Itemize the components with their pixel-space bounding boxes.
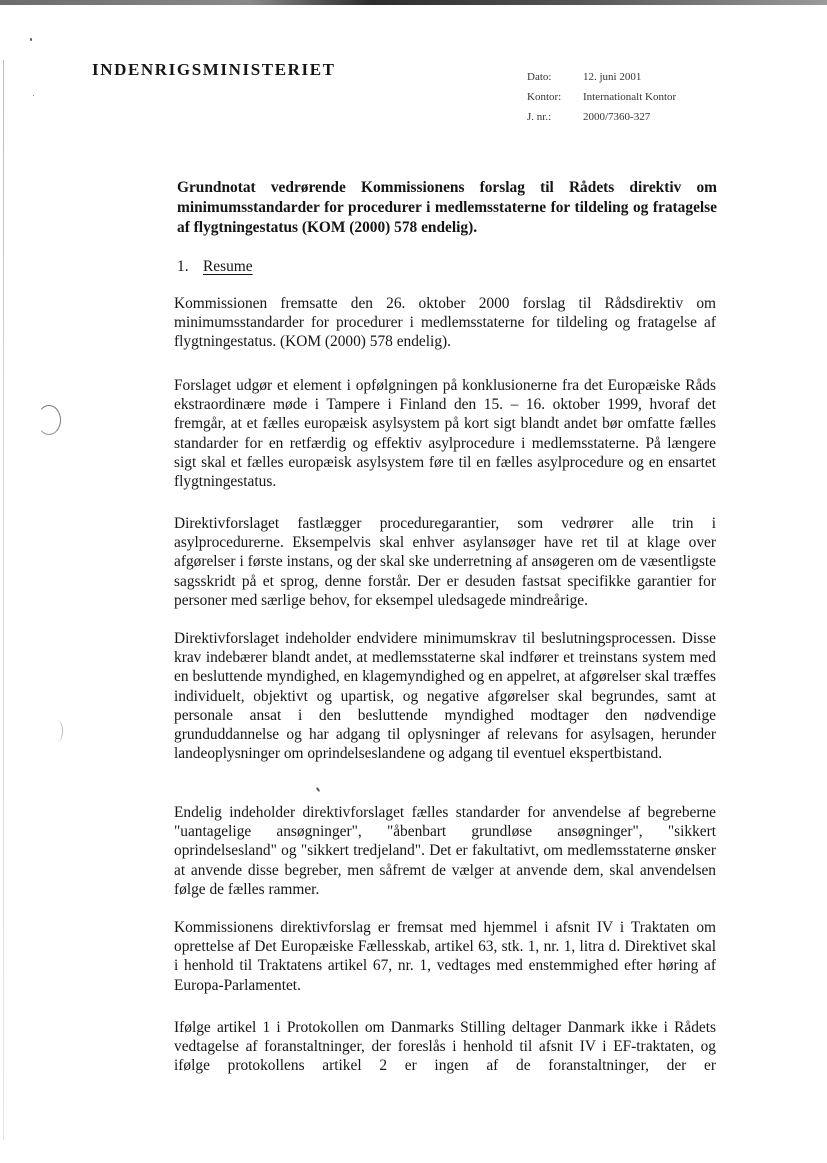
section-heading xyxy=(177,257,253,277)
document-title: Grundnotat vedrørende Kommissionens forslag til Rådets direktiv om minimumsstandarder for procedurer i medlemsstaterne for tildeling og fratagelse af flygtningestatus (KOM (2000) 578 endelig). xyxy=(177,179,717,236)
scan-speck xyxy=(30,38,32,41)
ministry-name: INDENRIGSMINISTERIET xyxy=(92,60,336,79)
body-paragraph: Kommissionen fremsatte den 26. oktober 2000 forslag til Rådsdirektiv om minimumsstandarder for procedurer i medlemsstaterne for tildeling og fratagelse af flygtningestatus. (KOM (2000) 578 endelig). xyxy=(174,295,716,351)
body-paragraph: Direktivforslaget fastlægger proceduregarantier, som vedrører alle trin i asylprocedurerne. Eksempelvis skal enhver asylansøger have ret til at klage over afgørelser i første instans, og der skal ske underretning af ansøgeren om de væsentligste sagsskridt på et sprog, denne forstår. Der er desuden fastsat specifikke garantier for personer med særlige behov, for eksempel uledsagede mindreårige. xyxy=(174,515,716,609)
meta-label: J. nr.: xyxy=(527,111,552,123)
body-paragraph: Forslaget udgør et element i opfølgningen på konklusionerne fra det Europæiske Råds ekstraordinære møde i Tampere i Finland den 15. – 16. oktober 1999, hvoraf det fremgår, at et fælles europæisk asylsystem på kort sigt blandt andet bør omfatte fælles standarder for en retfærdig og effektiv asylprocedure i medlemsstaterne. På længere sigt skal et fælles europæisk asylsystem føre til en fælles asylprocedure og en ensartet flygtningestatus. xyxy=(174,377,716,491)
document-meta xyxy=(527,67,676,127)
scan-edge-top xyxy=(0,0,827,5)
punch-hole-mark xyxy=(52,720,63,742)
section-title: Resume xyxy=(203,258,253,275)
scan-speck xyxy=(316,787,321,792)
meta-office xyxy=(527,87,676,107)
scan-edge-left xyxy=(3,60,4,1140)
body-paragraph: Endelig indeholder direktivforslaget fælles standarder for anvendelse af begreberne "uantagelige ansøgninger", "åbenbart grundløse ansøgninger", "sikkert oprindelsesland" og "sikkert tredjeland". Det er fakultativt, om medlemsstaterne ønsker at anvende disse begreber, men såfremt de vælger at anvende dem, skal anvendelsen følge de fælles rammer. xyxy=(174,804,716,898)
meta-value: 2000/7360-327 xyxy=(583,111,651,123)
meta-value: 12. juni 2001 xyxy=(583,71,642,83)
section-number: 1. xyxy=(177,258,189,275)
body-paragraph: Direktivforslaget indeholder endvidere minimumskrav til beslutningsprocessen. Disse krav indebærer blandt andet, at medlemsstaterne skal indfører et treinstans system med en besluttende myndighed, en klagemyndighed og en appelret, at afgørelser skal træffes individuelt, objektivt og upartisk, og negative afgørelser skal begrundes, samt at personale ansat i den besluttende myndighed modtager den nødvendige grunduddannelse og har adgang til oplysninger af relevans for asylsagen, herunder landeoplysninger om oprindelseslandene og adgang til eventuel ekspertbistand. xyxy=(174,630,716,763)
meta-label: Kontor: xyxy=(527,91,562,103)
body-paragraph: Ifølge artikel 1 i Protokollen om Danmarks Stilling deltager Danmark ikke i Rådets vedtagelse af foranstaltninger, der foreslås i henhold til afsnit IV i EF-traktaten, og ifølge protokollens artikel 2 er ingen af de foranstaltninger, der er xyxy=(174,1019,716,1075)
body-paragraph: Kommissionens direktivforslag er fremsat med hjemmel i afsnit IV i Traktaten om oprettelse af Det Europæiske Fællesskab, artikel 63, stk. 1, nr. 1, litra d. Direktivet skal i henhold til Traktatens artikel 67, nr. 1, vedtages med enstemmighed efter høring af Europa-Parlamentet. xyxy=(174,919,716,994)
meta-value: Internationalt Kontor xyxy=(583,91,677,103)
punch-hole-mark xyxy=(37,405,61,435)
meta-label: Dato: xyxy=(527,71,552,83)
meta-journal-number xyxy=(527,107,676,127)
scan-speck xyxy=(33,95,34,96)
meta-date xyxy=(527,67,676,87)
